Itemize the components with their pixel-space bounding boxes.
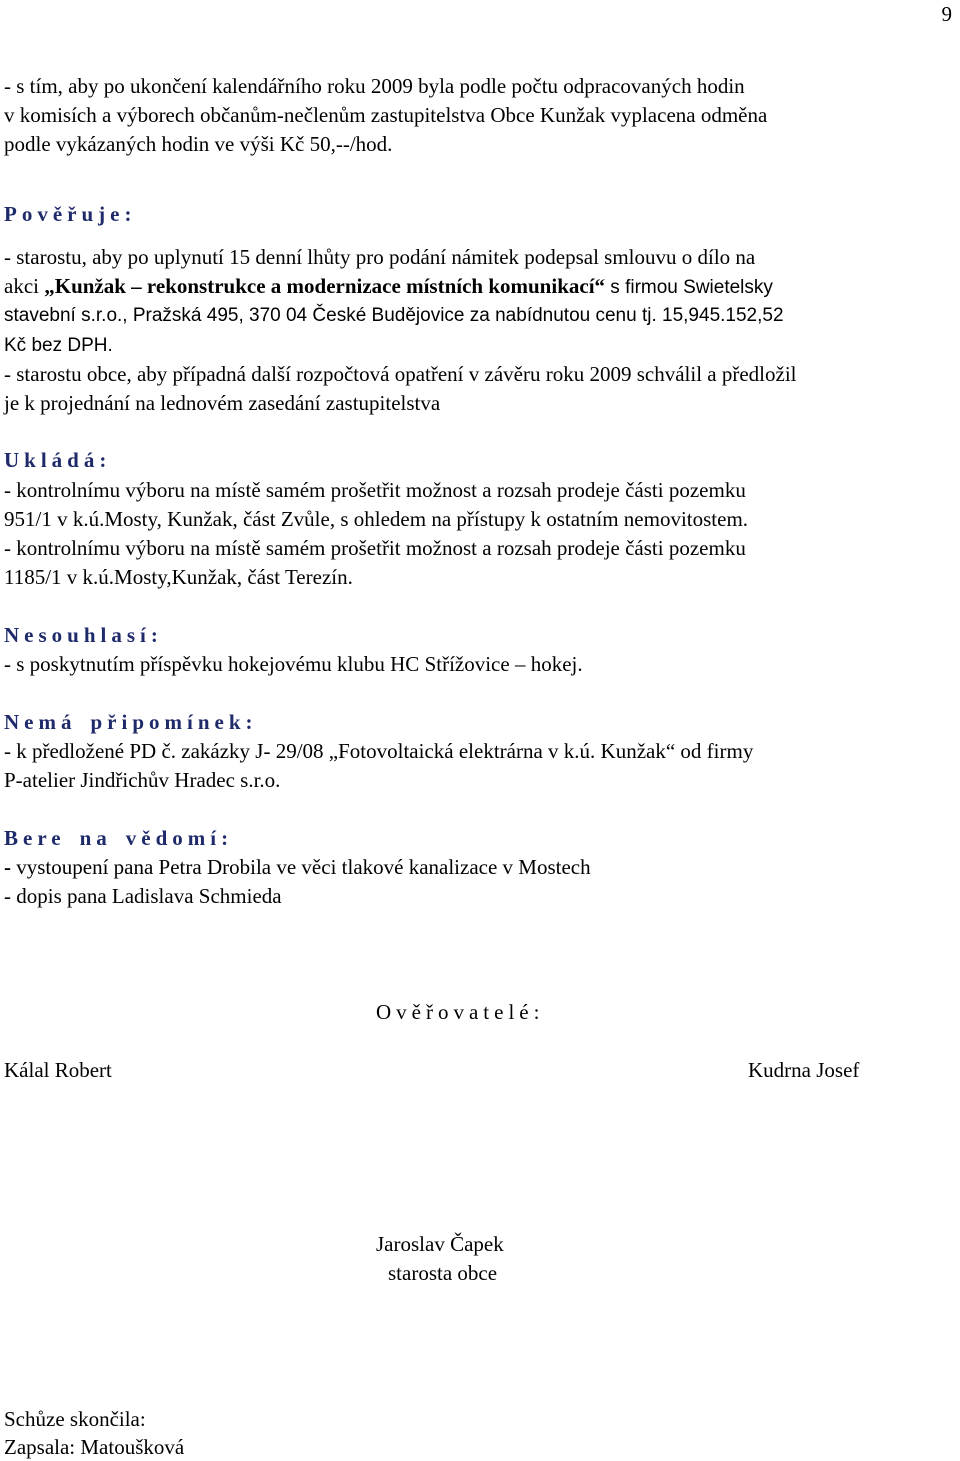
intro-line-3: podle vykázaných hodin ve výši Kč 50,--/hod. xyxy=(4,132,393,156)
poveruje-item1-prefix: akci xyxy=(4,274,45,298)
nema-item1-line1: - k předložené PD č. zakázky J- 29/08 „Fotovoltaická elektrárna v k.ú. Kunžak“ od firmy xyxy=(4,739,754,763)
verifier-right: Kudrna Josef xyxy=(748,1058,860,1082)
uklada-item1-line1: - kontrolnímu výboru na místě samém prošetřit možnost a rozsah prodeje části pozemku xyxy=(4,478,746,502)
heading-bere-part1: Bere xyxy=(4,826,66,850)
mayor-title: starosta obce xyxy=(388,1261,498,1285)
uklada-item1-line2: 951/1 v k.ú.Mosty, Kunžak, část Zvůle, s ohledem na přístupy k ostatním nemovitostem. xyxy=(4,507,749,531)
poveruje-item1-line3: stavební s.r.o., Pražská 495, 370 04 České Budějovice za nabídnutou cenu tj. 15,945.152,52 xyxy=(4,305,784,326)
verifier-left: Kálal Robert xyxy=(4,1058,112,1082)
poveruje-item1-line4: Kč bez DPH. xyxy=(4,335,113,356)
project-name: „Kunžak – rekonstrukce a modernizace místních komunikací“ xyxy=(44,274,606,298)
heading-bere-part2: na xyxy=(79,826,112,850)
poveruje-item1-line1: - starostu, aby po uplynutí 15 denní lhůty pro podání námitek podepsal smlouvu o dílo na xyxy=(4,245,756,269)
footer-meeting-ended: Schůze skončila: xyxy=(4,1407,146,1431)
heading-bere-part3: vědomí: xyxy=(125,826,234,850)
heading-poveruje: Pověřuje: xyxy=(4,202,137,226)
heading-nema-pripominek xyxy=(4,708,258,736)
heading-nesouhlasi: Nesouhlasí: xyxy=(4,623,163,647)
intro-line-1: - s tím, aby po ukončení kalendářního roku 2009 byla podle počtu odpracovaných hodin xyxy=(4,74,745,98)
bere-item2: - dopis pana Ladislava Schmieda xyxy=(4,884,282,908)
heading-nema-part1: Nemá xyxy=(4,710,77,734)
nema-item1-line2: P-atelier Jindřichův Hradec s.r.o. xyxy=(4,768,281,792)
heading-overovatele: Ověřovatelé: xyxy=(376,1000,545,1024)
nesouhlasi-item1: - s poskytnutím příspěvku hokejovému klubu HC Střížovice – hokej. xyxy=(4,652,583,676)
bere-item1-text: vystoupení pana Petra Drobila ve věci tlakové kanalizace v Mostech xyxy=(11,855,591,879)
poveruje-item1-line2 xyxy=(4,272,773,302)
intro-line-2: v komisích a výborech občanům-nečlenům zastupitelstva Obce Kunžak vyplacena odměna xyxy=(4,103,768,127)
page-number: 9 xyxy=(941,2,952,26)
heading-bere-na-vedomi xyxy=(4,824,233,852)
bere-item1-dash: - xyxy=(4,855,11,879)
bere-item1 xyxy=(4,853,591,881)
uklada-item2-line1: - kontrolnímu výboru na místě samém prošetřit možnost a rozsah prodeje části pozemku xyxy=(4,536,746,560)
poveruje-item2-line1: - starostu obce, aby případná další rozpočtová opatření v závěru roku 2009 schválil a předložil xyxy=(4,362,797,386)
mayor-name: Jaroslav Čapek xyxy=(376,1232,504,1256)
poveruje-item1-suffix: s firmou Swietelsky xyxy=(605,277,773,298)
heading-nema-part2: připomínek: xyxy=(90,710,258,734)
heading-uklada: Ukládá: xyxy=(4,448,112,472)
poveruje-item2-line2: je k projednání na lednovém zasedání zastupitelstva xyxy=(4,391,441,415)
uklada-item2-line2: 1185/1 v k.ú.Mosty,Kunžak, část Terezín. xyxy=(4,565,353,589)
footer-recorded-by: Zapsala: Matoušková xyxy=(4,1435,185,1459)
